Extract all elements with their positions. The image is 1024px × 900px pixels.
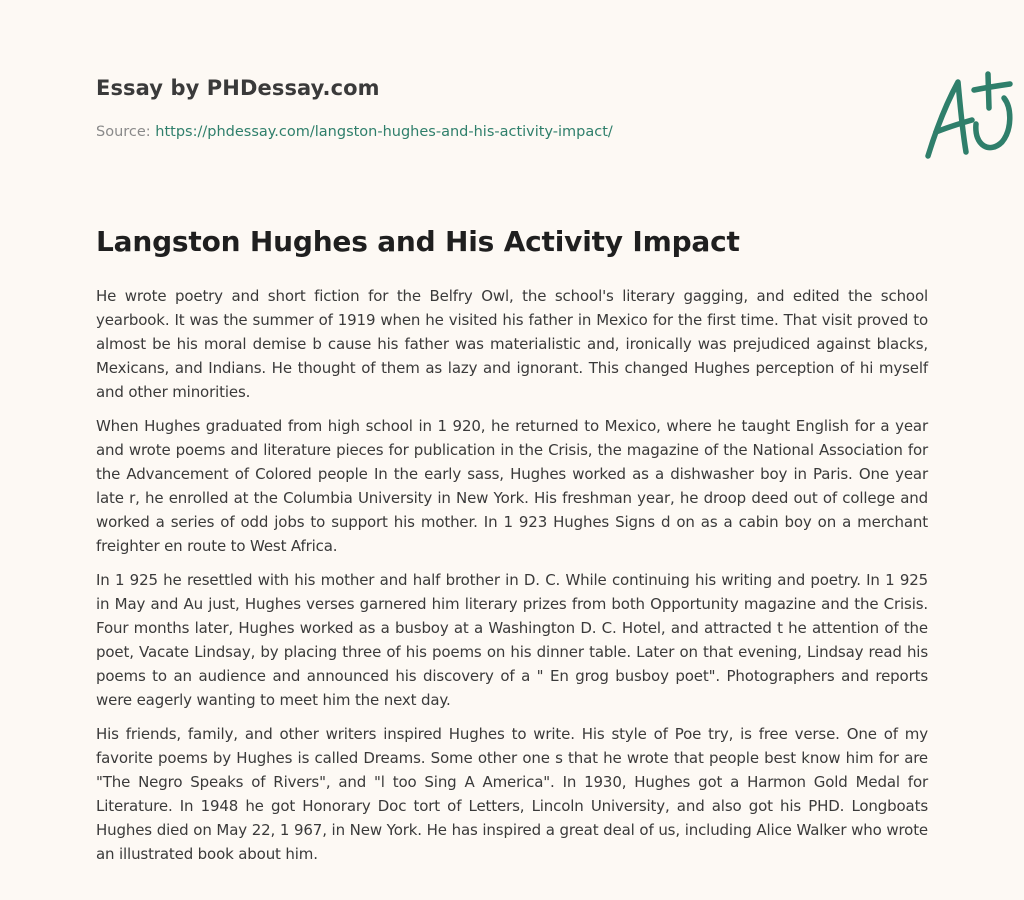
essay-paragraph: When Hughes graduated from high school in 1 920, he returned to Mexico, where he taught English for a year and wrote poems and literature pieces for publication in the Crisis, the magazine of the National Association for the Advancement of Colored people In the early sass, Hughes worked as a dishwasher boy in Paris. One year late r, he enrolled at the Columbia University in New York. His freshman year, he droop deed out of college and worked a series of odd jobs to support his mother. In 1 923 Hughes Signs d on as a cabin boy on a merchant freighter en route to West Africa. [96, 417, 928, 555]
essay-paragraph: His friends, family, and other writers inspired Hughes to write. His style of Poe try, is free verse. One of my favorite poems by Hughes is called Dreams. Some other one s that he wrote that people best know him for are "The Negro Speaks of Rivers", and "l too Sing A America". In 1930, Hughes got a Harmon Gold Medal for Literature. In 1948 he got Honorary Doc tort of Letters, Lincoln University, and also got his PHD. Longboats Hughes died on May 22, 1 967, in New York. He has inspired a great deal of us, including Alice Walker who wrote an illustrated book about him. [96, 725, 928, 863]
source-link[interactable]: https://phdessay.com/langston-hughes-and-his-activity-impact/ [155, 124, 613, 140]
essay-body [96, 284, 928, 876]
source-line [96, 124, 613, 140]
source-label: Source: [96, 124, 156, 140]
site-brand: Essay by PHDessay.com [96, 76, 380, 100]
a-plus-logo [916, 68, 1024, 164]
essay-title: Langston Hughes and His Activity Impact [96, 225, 740, 258]
essay-paragraph: In 1 925 he resettled with his mother and half brother in D. C. While continuing his writing and poetry. In 1 925 in May and Au just, Hughes verses garnered him literary prizes from both Opportunity magazine and the Crisis. Four months later, Hughes worked as a busboy at a Washington D. C. Hotel, and attracted t he attention of the poet, Vacate Lindsay, by placing three of his poems on his dinner table. Later on that evening, Lindsay read his poems to an audience and announced his discovery of a " En grog busboy poet". Photographers and reports were eagerly wanting to meet him the next day. [96, 571, 928, 709]
essay-paragraph: He wrote poetry and short fiction for the Belfry Owl, the school's literary gagging, and edited the school yearbook. It was the summer of 1919 when he visited his father in Mexico for the first time. That visit proved to almost be his moral demise b cause his father was materialistic and, ironically was prejudiced against blacks, Mexicans, and Indians. He thought of them as lazy and ignorant. This changed Hughes perception of hi myself and other minorities. [96, 287, 928, 401]
